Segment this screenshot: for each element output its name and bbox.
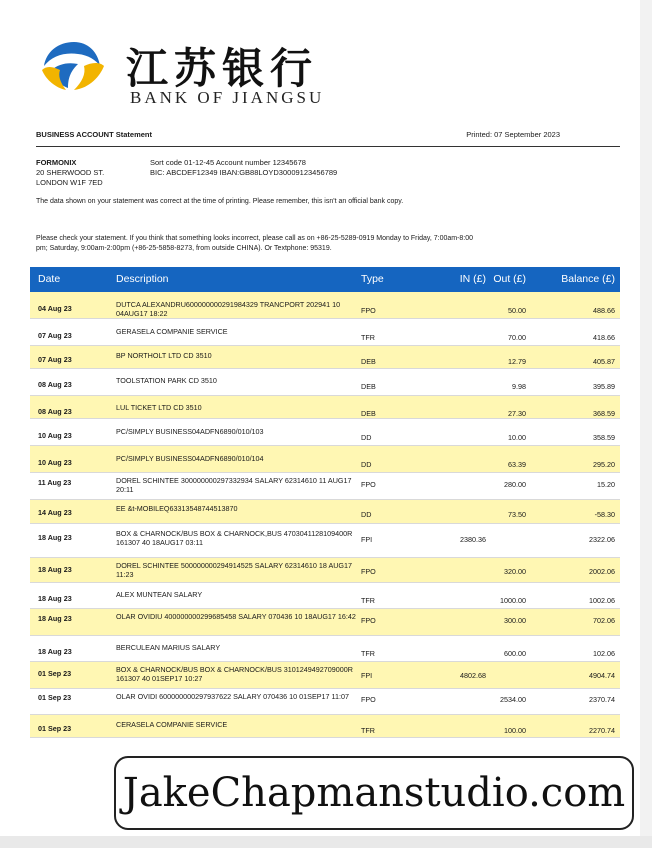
cell-balance: 15.20 [597,480,615,489]
table-row [30,473,620,500]
cell-date: 01 Sep 23 [38,724,72,733]
accuracy-note: The data shown on your statement was correct at the time of printing. Please remember, this isn't an official bank copy. [36,198,404,205]
bic-iban: BIC: ABCDEF12349 IBAN:GB88LOYD30009123456789 [150,168,338,177]
cell-out: 2534.00 [500,695,526,704]
address-line-1: 20 SHERWOOD ST. [36,168,105,177]
cell-description: DUTCA ALEXANDRU600000000291984329 TRANCPORT 202941 10 04AUG17 18:22 [116,300,341,318]
cell-out: 100.00 [504,726,526,735]
table-row [30,319,620,346]
printed-date: Printed: 07 September 2023 [466,130,560,139]
bank-emblem-icon [38,36,110,96]
cell-out: 73.50 [508,510,526,519]
table-row [30,292,620,319]
cell-description: BP NORTHOLT LTD CD 3510 [116,351,212,360]
watermark: JakeChapmanstudio.com [114,756,634,830]
cell-balance: 358.59 [593,433,615,442]
bank-name-english: BANK OF JIANGSU [130,88,325,107]
table-row [30,558,620,583]
cell-date: 08 Aug 23 [38,380,72,389]
cell-type: DD [361,510,372,519]
cell-description: OLAR OVIDIU 400000000299685458 SALARY 070436 10 18AUG17 16:42 [116,612,356,621]
cell-type: FPO [361,695,376,704]
cell-balance: 368.59 [593,409,615,418]
header-balance: Balance (£) [561,273,615,285]
cell-date: 01 Sep 23 [38,669,72,678]
cell-type: DEB [361,409,376,418]
table-row [30,583,620,609]
cell-type: DD [361,433,372,442]
cell-out: 9.98 [512,382,526,391]
cell-out: 1000.00 [500,596,526,605]
statement-header [36,130,620,139]
table-row [30,524,620,558]
cell-type: DD [361,460,372,469]
page-shadow-right [640,0,652,848]
cell-out: 300.00 [504,616,526,625]
cell-out: 27.30 [508,409,526,418]
cell-out: 70.00 [508,333,526,342]
cell-balance: 395.89 [593,382,615,391]
cell-date: 10 Aug 23 [38,458,72,467]
cell-balance: 405.87 [593,357,615,366]
cell-out: 280.00 [504,480,526,489]
cell-description: TOOLSTATION PARK CD 3510 [116,376,217,385]
cell-balance: 2370.74 [589,695,615,704]
cell-balance: 488.66 [593,306,615,315]
header-in: IN (£) [459,273,486,285]
cell-date: 18 Aug 23 [38,533,72,542]
cell-description: OLAR OVIDI 600000000297937622 SALARY 070436 10 01SEP17 11:07 [116,692,349,701]
bank-logo [38,36,328,108]
cell-date: 18 Aug 23 [38,594,72,603]
table-row [30,662,620,689]
table-row [30,636,620,662]
cell-type: TFR [361,333,375,342]
table-header [30,267,620,292]
cell-date: 04 Aug 23 [38,304,72,313]
cell-description: DOREL SCHINTEE 300000000297332934 SALARY 62314610 11 AUG17 20:11 [116,476,352,494]
header-out: Out (£) [493,273,526,285]
cell-description: BOX & CHARNOCK/BUS BOX & CHARNOCK/BUS 3101249492709000R 161307 40 01SEP17 10:27 [116,665,353,683]
customer-address [36,158,104,188]
cell-description: LUL TICKET LTD CD 3510 [116,403,202,412]
cell-type: TFR [361,596,375,605]
cell-date: 18 Aug 23 [38,565,72,574]
cell-out: 320.00 [504,567,526,576]
cell-date: 01 Sep 23 [38,693,72,702]
cell-description: PC/SIMPLY BUSINESS04ADFN6890/010/104 [116,454,264,463]
cell-description: BOX & CHARNOCK/BUS BOX & CHARNOCK,BUS 4703041128109400R 161307 40 18AUG17 03:11 [116,529,353,547]
sort-code-account-number: Sort code 01-12-45 Account number 12345678 [150,158,306,167]
cell-type: FPO [361,306,376,315]
cell-balance: -58.30 [594,510,615,519]
cell-date: 18 Aug 23 [38,647,72,656]
cell-out: 600.00 [504,649,526,658]
cell-description: EE &t-MOBILEQ63313548744513870 [116,504,238,513]
cell-out: 50.00 [508,306,526,315]
cell-description: CERASELA COMPANIE SERVICE [116,720,228,729]
cell-balance: 2322.06 [589,535,615,544]
cell-type: FPO [361,567,376,576]
table-row [30,419,620,446]
cell-in: 4802.68 [460,671,486,680]
table-row [30,369,620,396]
cell-description: ALEX MUNTEAN SALARY [116,590,203,599]
address-line-2: LONDON W1F 7ED [36,178,103,187]
transactions-table [30,267,620,738]
cell-date: 11 Aug 23 [38,478,72,487]
cell-date: 18 Aug 23 [38,614,72,623]
header-type: Type [361,273,384,285]
cell-type: FPO [361,480,376,489]
cell-description: GERASELA COMPANIE SERVICE [116,327,228,336]
table-row [30,689,620,715]
cell-type: FPI [361,535,373,544]
statement-title: BUSINESS ACCOUNT Statement [36,130,152,139]
account-details [150,158,337,178]
cell-date: 10 Aug 23 [38,431,72,440]
cell-balance: 418.66 [593,333,615,342]
cell-out: 12.79 [508,357,526,366]
header-divider [36,146,620,147]
cell-balance: 4904.74 [589,671,615,680]
cell-balance: 1002.06 [589,596,615,605]
table-row [30,500,620,524]
cell-description: PC/SIMPLY BUSINESS04ADFN6890/010/103 [116,427,264,436]
table-body [30,292,620,738]
cell-date: 14 Aug 23 [38,508,72,517]
table-row [30,715,620,738]
cell-date: 07 Aug 23 [38,355,72,364]
table-row [30,396,620,419]
contact-note: Please check your statement. If you think that something looks incorrect, please call as on +86-25-5289-0919 Monday to Friday, 7:00am-8:00 pm; Saturday, 9:00am-2:00pm (+86-25-5858-8273, from outside CHINA). Or Textphone: 95319. [36,235,474,252]
header-date: Date [38,273,61,285]
cell-out: 63.39 [508,460,526,469]
table-row [30,609,620,636]
cell-date: 08 Aug 23 [38,407,72,416]
table-row [30,346,620,369]
cell-type: DEB [361,357,376,366]
cell-date: 07 Aug 23 [38,331,72,340]
cell-balance: 2270.74 [589,726,615,735]
cell-type: TFR [361,649,375,658]
cell-balance: 2002.06 [589,567,615,576]
cell-balance: 702.06 [593,616,615,625]
page-shadow-bottom [0,836,652,848]
header-description: Description [116,273,169,285]
bank-name-chinese: 江苏银行 [126,44,319,93]
cell-description: DOREL SCHINTEE 500000000294914525 SALARY 62314610 18 AUG17 11:23 [116,561,353,579]
table-row [30,446,620,473]
cell-type: FPI [361,671,373,680]
cell-in: 2380.36 [460,535,486,544]
cell-out: 10.00 [508,433,526,442]
cell-description: BERCULEAN MARIUS SALARY [116,643,221,652]
cell-type: DEB [361,382,376,391]
cell-type: TFR [361,726,375,735]
cell-balance: 102.06 [593,649,615,658]
customer-name: FORMONIX [36,158,77,167]
cell-type: FPO [361,616,376,625]
cell-balance: 295.20 [593,460,615,469]
